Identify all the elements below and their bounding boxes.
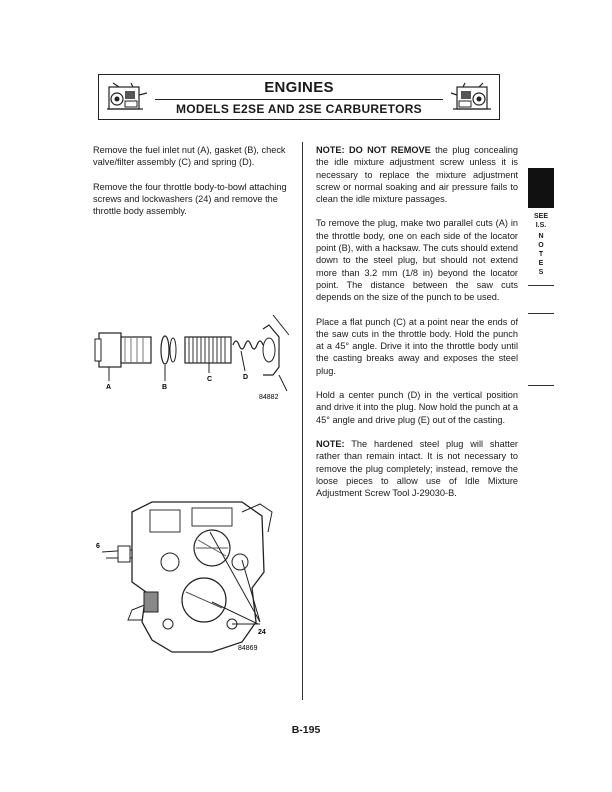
column-divider: [302, 142, 303, 700]
tab-box: [528, 286, 554, 314]
instruction-paragraph: Remove the four throttle body-to-bowl attaching screws and lockwashers (24) and remove the throttle body assembly.: [93, 181, 287, 217]
tab-letter: E: [538, 260, 544, 267]
note-text: the plug concealing the idle mixture adjustment screw unless it is necessary to replace the mixture adjustment screw or normal soaking and air pressure fails to clean the idle mixture passages.: [316, 145, 518, 205]
page-title: ENGINES: [264, 79, 334, 96]
side-tab: [528, 168, 554, 386]
tab-line: I.S.: [535, 222, 547, 229]
tab-box: [528, 314, 554, 386]
figure-label-24: 24: [258, 629, 266, 636]
tab-letter: S: [538, 269, 544, 276]
tab-marker: [528, 168, 554, 208]
note-paragraph: [316, 144, 518, 205]
engine-illustration-icon: [449, 79, 495, 117]
right-column: [316, 144, 518, 499]
see-notes-tab: [528, 208, 554, 286]
note-lead: NOTE:: [316, 438, 345, 449]
page-number: B-195: [291, 724, 321, 736]
left-column: [93, 144, 293, 217]
figure-label-d: D: [243, 374, 249, 381]
instruction-paragraph: Hold a center punch (D) in the vertical position and drive it into the plug. Now hold the punch at a 45° angle and drive plug (E) out of the casting.: [316, 390, 518, 425]
note-text: The hardened steel plug will shatter rather than remain intact. It is not necessary to remove the plug completely; instead, remove the loose pieces to allow use of Idle Mixture Adjustment Screw Tool J-29030-B.: [316, 438, 518, 499]
note-paragraph: [316, 438, 518, 499]
instruction-paragraph: To remove the plug, make two parallel cuts (A) in the throttle body, one on each side of the locator point (B), with a hacksaw. The cuts should extend down to the steel plug, but should not extend more than 3.2 mm (1/8 in) beyond the locator point. The distance between the saw cuts depends on the size of the punch to be used.: [316, 218, 518, 303]
page-subtitle: MODELS E2SE AND 2SE CARBURETORS: [155, 99, 443, 120]
page-header: [98, 74, 500, 120]
tab-letter: T: [538, 251, 544, 258]
fuel-inlet-figure: [93, 315, 289, 413]
figure-label-a: A: [106, 384, 112, 391]
instruction-paragraph: Place a flat punch (C) at a point near the ends of the saw cuts in the throttle body. Hold the punch at a 45° angle. Drive it into the throttle body until the casting breaks away and exposes the steel plug.: [316, 316, 518, 376]
figure-id: 84882: [259, 394, 279, 401]
tab-letter: N: [538, 233, 544, 240]
tab-letter: O: [538, 242, 544, 249]
instruction-paragraph: Remove the fuel inlet nut (A), gasket (B), check valve/filter assembly (C) and spring (D).: [93, 145, 286, 168]
tab-line: SEE: [533, 213, 548, 220]
figure-label-c: C: [207, 376, 213, 383]
figure-label-6: 6: [96, 543, 100, 550]
figure-id: 84869: [238, 645, 258, 652]
note-lead: NOTE: DO NOT REMOVE: [316, 145, 431, 155]
throttle-body-figure: [92, 492, 294, 657]
figure-label-b: B: [162, 384, 168, 391]
